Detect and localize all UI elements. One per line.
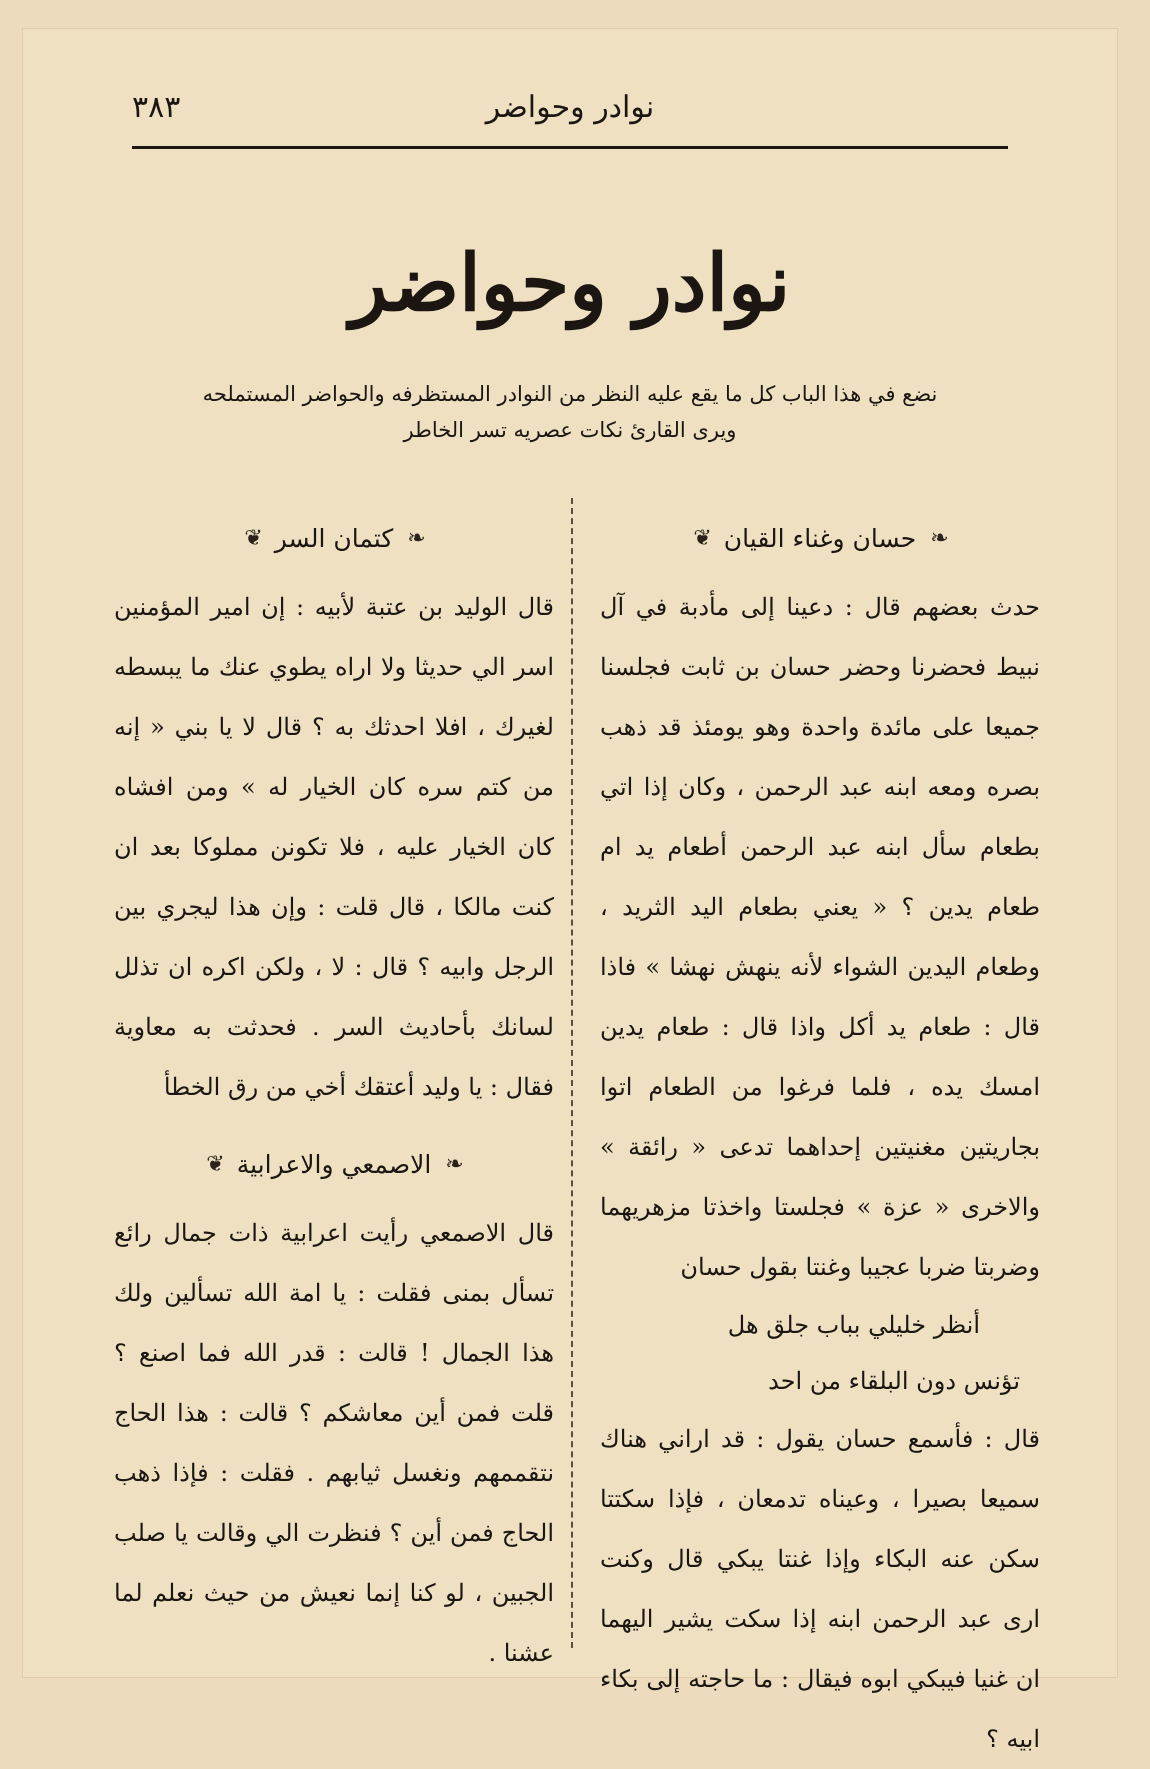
- article-body: [600, 1409, 1040, 1769]
- ornament-icon: ❧: [930, 525, 947, 551]
- ornament-icon: ❦: [206, 1151, 223, 1177]
- verse-line: تؤنس دون البلقاء من احد: [768, 1367, 1020, 1395]
- verse-line: أنظر خليلي بباب جلق هل: [727, 1311, 980, 1339]
- heading-text: كتمان السر: [274, 523, 394, 553]
- paragraph: قال : فأسمع حسان يقول : قد اراني هناك سميعا بصيرا ، وعيناه تدمعان ، فإذا سكتتا سكن عنه البكاء وإذا غنتا يبكي قال وكنت ارى عبد الرحمن ابنه إذا سكت يشير اليهما ان غنيا فيبكي ابوه فيقال : ما حاجته إلى بكاء ابيه ؟: [600, 1425, 1040, 1753]
- article-heading: [600, 513, 1040, 563]
- article-body: [600, 577, 1040, 1297]
- article-heading: [114, 513, 554, 563]
- right-column: [600, 513, 1040, 1769]
- header-rule: [132, 146, 1008, 149]
- intro-text: [202, 376, 938, 448]
- intro-line-2: ويرى القارئ نكات عصريه تسر الخاطر: [403, 418, 737, 442]
- article-heading: [114, 1139, 554, 1189]
- ornament-icon: ❧: [445, 1151, 462, 1177]
- running-title: نوادر وحواضر: [485, 90, 655, 125]
- page-number: ٣٨٣: [132, 90, 181, 125]
- ornament-icon: ❦: [244, 525, 261, 551]
- column-divider: [571, 498, 573, 1648]
- paragraph: حدث بعضهم قال : دعينا إلى مأدبة في آل نبيط فحضرنا وحضر حسان بن ثابت فجلسنا جميعا على مائدة واحدة وهو يومئذ قد ذهب بصره ومعه ابنه عبد الرحمن ، وكان إذا اتي بطعام سأل ابنه عبد الرحمن أطعام يد ام طعام يدين ؟ « يعني بطعام اليد الثريد ، وطعام اليدين الشواء لأنه ينهش نهشا » فاذا قال : طعام يد أكل واذا قال : طعام يدين امسك يده ، فلما فرغوا من الطعام اتوا بجاريتين مغنيتين إحداهما تدعى « رائقة » والاخرى « عزة » فجلستا واخذتا مزهريهما وضربتا ضربا عجيبا وغنتا بقول حسان: [600, 593, 1040, 1281]
- page: [22, 28, 1118, 1753]
- paragraph: قال الوليد بن عتبة لأبيه : إن امير المؤمنين اسر الي حديثا ولا اراه يطوي عنك ما يبسطه لغيرك ، افلا احدثك به ؟ قال لا يا بني « إنه من كتم سره كان الخيار له » ومن افشاه كان الخيار عليه ، فلا تكونن مملوكا بعد ان كنت مالكا ، قال قلت : وإن هذا ليجري بين الرجل وابيه ؟ قال : لا ، ولكن اكره ان تذلل لسانك بأحاديث السر . فحدثت به معاوية فقال : يا وليد أعتقك أخي من رق الخطأ: [114, 593, 554, 1101]
- heading-text: الاصمعي والاعرابية: [236, 1149, 432, 1179]
- section-title: نوادر وحواضر: [349, 238, 791, 329]
- paragraph: قال الاصمعي رأيت اعرابية ذات جمال رائع تسأل بمنى فقلت : يا امة الله تسألين ولك هذا الجمال ! قالت : قدر الله فما اصنع ؟ قلت فمن أين معاشكم ؟ قالت : هذا الحاج نتقممهم ونغسل ثيابهم . فقلت : فإذا ذهب الحاج فمن أين ؟ فنظرت الي وقالت يا صلب الجبين ، لو كنا إنما نعيش من حيث نعلم لما عشنا .: [114, 1219, 554, 1667]
- ornament-icon: ❧: [407, 525, 424, 551]
- running-head: [132, 90, 1008, 150]
- article-body: [114, 1203, 554, 1683]
- left-column: [114, 513, 554, 1683]
- heading-text: حسان وغناء القيان: [723, 523, 917, 553]
- article-body: [114, 577, 554, 1117]
- ornament-icon: ❦: [693, 525, 710, 551]
- intro-line-1: نضع في هذا الباب كل ما يقع عليه النظر من النوادر المستظرفه والحواضر المستملحه: [202, 382, 938, 406]
